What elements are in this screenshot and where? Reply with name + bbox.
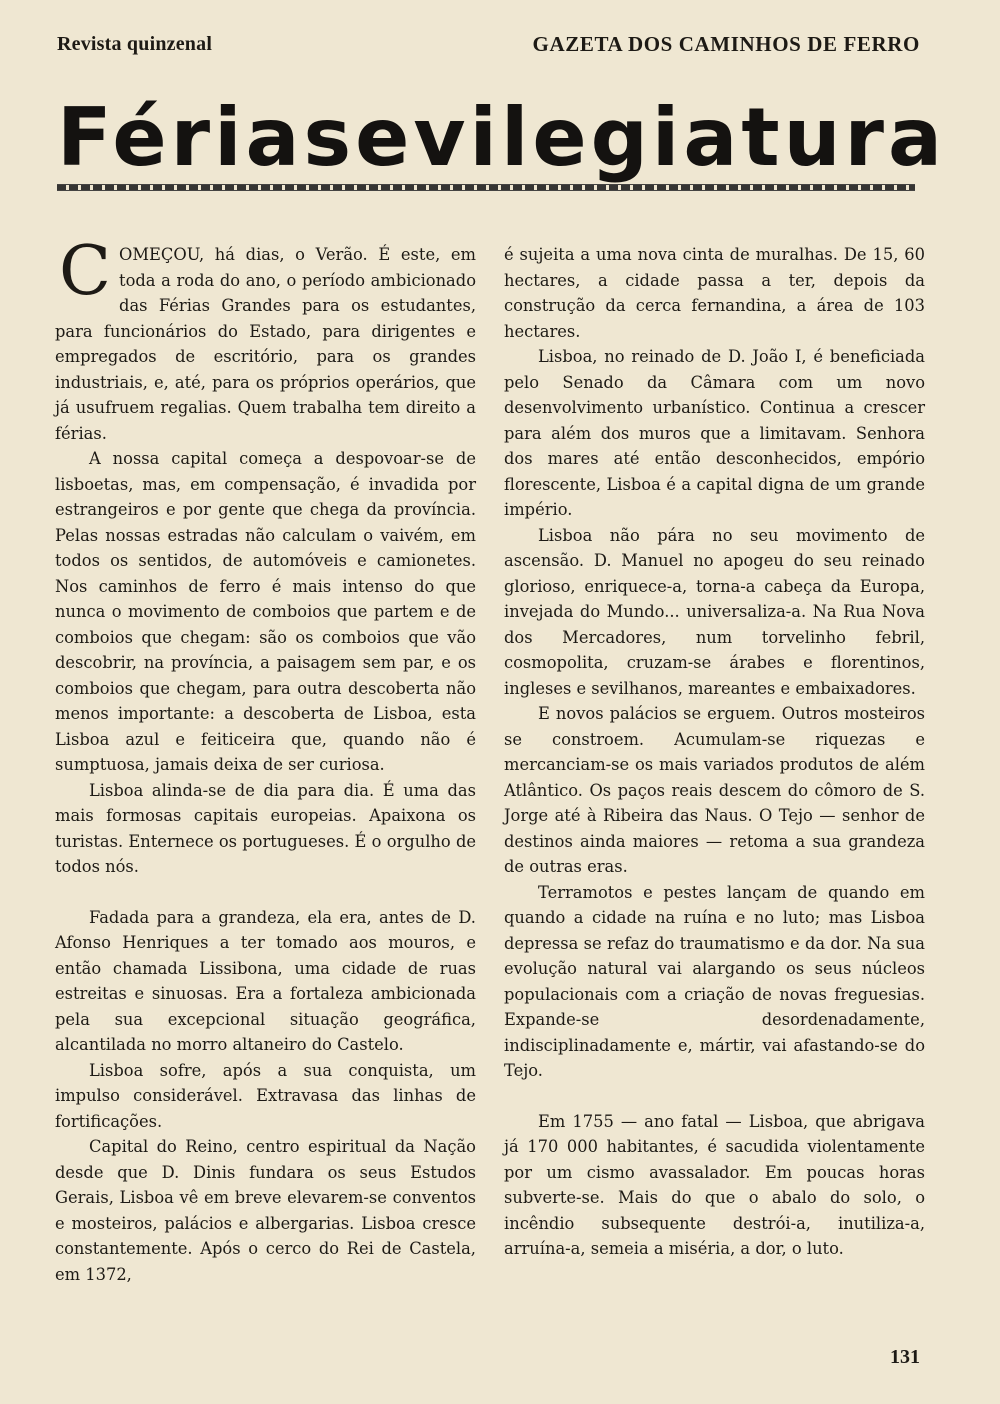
paragraph: Terramotos e pestes lançam de quando em quando a cidade na ruína e no luto; mas Lisboa depressa se refaz do traumatismo e da dor. Na sua evolução natural vai alargando os seus núcleos populacionais com a criação de novas freguesias. Expande-se desordenadamente, indisciplinadamente e, mártir, vai afastando-se do Tejo.	[504, 882, 925, 1080]
left-column	[55, 232, 476, 1287]
paragraph: E novos palácios se erguem. Outros mosteiros se constroem. Acumulam-se riquezas e mercanciam-se os mais variados produtos de além Atlântico. Os paços reais descem do cômoro de S. Jorge até à Ribeira das Naus. O Tejo — senhor de destinos ainda maiores — retoma a sua grandeza de outras eras.	[504, 704, 925, 876]
drop-cap: C	[59, 232, 112, 311]
paragraph: A nossa capital começa a despovoar-se de lisboetas, mas, em compensação, é invadida por estrangeiros e por gente que chega da província. Pelas nossas estradas não calculam o vaivém, em todos os sentidos, de automóveis e camionetes. Nos caminhos de ferro é mais intenso do que nunca o movimento de comboios que partem e de comboios que chegam: são os comboios que vão descobrir, na província, a paisagem sem par, e os comboios que chegam, para outra descoberta não menos importante: a descoberta de Lisboa, esta Lisboa azul e feiticeira que, quando não é sumptuosa, jamais deixa de ser curiosa.	[55, 449, 476, 774]
article-title	[57, 88, 946, 188]
paragraph: é sujeita a uma nova cinta de muralhas. De 15, 60 hectares, a cidade passa a ter, depois da construção da cerca fernandina, a área de 103 hectares.	[504, 245, 925, 341]
title-divider	[57, 184, 915, 191]
magazine-name: GAZETA DOS CAMINHOS DE FERRO	[532, 32, 920, 56]
paragraph: Lisboa, no reinado de D. João I, é beneficiada pelo Senado da Câmara com um novo desenvolvimento urbanístico. Continua a crescer para além dos muros que a limitavam. Senhora dos mares até então desconhecidos, empório florescente, Lisboa é a capital digna de um grande império.	[504, 347, 925, 519]
title-word: vilegiatura	[413, 91, 946, 184]
paragraph: Lisboa sofre, após a sua conquista, um impulso considerável. Extravasa das linhas de fortificações.	[55, 1060, 476, 1131]
page-number: 131	[890, 1346, 920, 1368]
paragraph: COMEÇOU, há dias, o Verão. É este, em toda a roda do ano, o período ambicionado das Férias Grandes para os estudantes, para funcionários do Estado, para dirigentes e empregados de escritório, para os grandes industriais, e, até, para os próprios operários, que já usufruem regalias. Quem trabalha tem direito a férias.	[55, 232, 476, 443]
paragraph: Fadada para a grandeza, ela era, antes de D. Afonso Henriques a ter tomado aos mouros, e então chamada Lissibona, uma cidade de ruas estreitas e sinuosas. Era a fortaleza ambicionada pela sua excepcional situação geográfica, alcantilada no morro altaneiro do Castelo.	[55, 907, 476, 1054]
paragraph: Em 1755 — ano fatal — Lisboa, que abrigava já 170 000 habitantes, é sacudida violentamente por um cismo avassalador. Em poucas horas subverte-se. Mais do que o abalo do solo, o incêndio subsequente destrói-a, inutiliza-a, arruína-a, semeia a miséria, a dor, o luto.	[504, 1111, 925, 1258]
paragraph: Capital do Reino, centro espiritual da Nação desde que D. Dinis fundara os seus Estudos Gerais, Lisboa vê em breve elevarem-se conventos e mosteiros, palácios e albergarias. Lisboa cresce constantemente. Após o cerco do Rei de Castela, em 1372,	[55, 1137, 476, 1284]
paragraph: Lisboa alinda-se de dia para dia. É uma das mais formosas capitais europeias. Apaixona os turistas. Enternece os portugueses. É o orgulho de todos nós.	[55, 780, 476, 876]
right-column	[504, 242, 925, 1262]
title-word: Férias	[57, 91, 356, 184]
paragraph: Lisboa não pára no seu movimento de ascensão. D. Manuel no apogeu do seu reinado glorioso, enriquece-a, torna-a cabeça da Europa, invejada do Mundo... universaliza-a. Na Rua Nova dos Mercadores, num torvelinho febril, cosmopolita, cruzam-se árabes e florentinos, ingleses e sevilhanos, mareantes e embaixadores.	[504, 525, 925, 698]
title-word: e	[355, 91, 414, 184]
publication-frequency: Revista quinzenal	[57, 33, 213, 55]
